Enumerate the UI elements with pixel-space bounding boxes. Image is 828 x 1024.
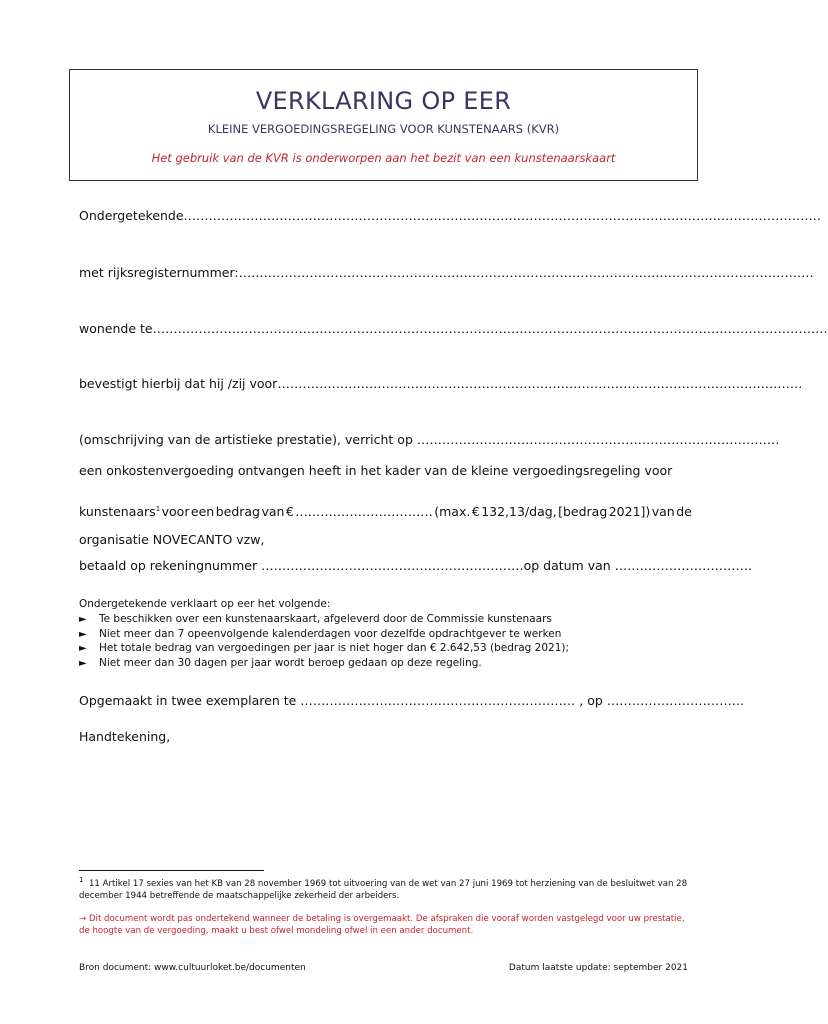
word: van	[651, 504, 675, 519]
field-rekeningnummer[interactable]: betaald op rekeningnummer ………………………………………………………op datum van ……………………………	[79, 558, 753, 573]
bullet-icon: ►	[79, 658, 87, 669]
header-box	[69, 69, 698, 181]
word: [bedrag	[558, 504, 608, 519]
declaration-intro: Ondergetekende verklaart op eer het volgende:	[79, 598, 331, 610]
arrow-right-icon: →	[79, 914, 87, 924]
statement-onkosten: een onkostenvergoeding ontvangen heeft in het kader van de kleine vergoedingsregeling voor	[79, 463, 673, 478]
footnote-mark: 1	[79, 876, 84, 884]
footnote-ref: 1	[155, 504, 161, 513]
word-kunstenaars: kunstenaars$^1$	[79, 504, 161, 519]
field-datum-prestatie[interactable]: (omschrijving van de artistieke prestatie), verricht op ……………………………………………………………………………	[79, 432, 780, 447]
kvr-notice: Het gebruik van de KVR is onderworpen aan het bezit van een kunstenaarskaart	[151, 151, 616, 165]
word: 132,13/dag,	[481, 504, 557, 519]
word: €	[285, 504, 294, 519]
word: bedrag	[215, 504, 260, 519]
word: een	[190, 504, 215, 519]
field-rijksregisternummer[interactable]: met rijksregisternummer:…………………………………………………………………………………………………………………………	[79, 265, 814, 280]
footer-updated: Datum laatste update: september 2021	[508, 963, 688, 973]
word: 2021])	[608, 504, 651, 519]
word: de	[676, 504, 692, 519]
footnote-text: 11 Artikel 17 sexies van het KB van 28 november 1969 tot uitvoering van de wet van 27 juni 1969 tot herziening van de besluitwet van 28 december 1944 betreffende de maatschappelijke zekerheid der arbeiders.	[79, 878, 688, 901]
page-subtitle: KLEINE VERGOEDINGSREGELING VOOR KUNSTENAARS (KVR)	[207, 122, 560, 136]
footnote	[79, 874, 694, 902]
bullet-icon: ►	[79, 614, 87, 625]
footnote-divider	[79, 870, 264, 871]
field-wonende[interactable]: wonende te………………………………………………………………………………………………………………………………………………	[79, 321, 828, 336]
statement-organisatie: organisatie NOVECANTO vzw,	[79, 532, 265, 547]
field-bedrag-line[interactable]	[79, 504, 692, 519]
page-title: VERKLARING OP EER	[255, 87, 512, 115]
payment-note	[79, 913, 694, 937]
field-ondergetekende[interactable]: Ondergetekende………………………………………………………………………………………………………………………………………	[79, 208, 822, 223]
field-opgemaakt[interactable]: Opgemaakt in twee exemplaren te ………………………………………………………… , op ……………………………	[79, 693, 745, 708]
payment-note-text: Dit document wordt pas ondertekend wanneer de betaling is overgemaakt. De afspraken die vooraf worden vastgelegd voor uw prestatie, de hoogte van de vergoeding, maakt u best ofwel mondeling ofwel in een ander document.	[79, 914, 685, 936]
bullet-icon: ►	[79, 643, 87, 654]
word: van	[261, 504, 285, 519]
word: €	[471, 504, 480, 519]
bedrag-blank[interactable]: ……………………………	[295, 504, 433, 519]
declaration-item: ► Het totale bedrag van vergoedingen per jaar is niet hoger dan € 2.642,53 (bedrag 2021);	[79, 642, 570, 654]
word: (max.	[434, 504, 471, 519]
declaration-item: ► Niet meer dan 7 opeenvolgende kalenderdagen voor dezelfde opdrachtgever te werken	[79, 628, 562, 640]
declaration-item: ► Te beschikken over een kunstenaarskaart, afgeleverd door de Commissie kunstenaars	[79, 613, 552, 625]
bullet-icon: ►	[79, 629, 87, 640]
declaration-item: ► Niet meer dan 30 dagen per jaar wordt beroep gedaan op deze regeling.	[79, 657, 482, 669]
signature-label: Handtekening,	[79, 729, 171, 744]
footer-source: Bron document: www.cultuurloket.be/documenten	[79, 963, 306, 973]
field-prestatie[interactable]: bevestigt hierbij dat hij /zij voor………………………………………………………………………………………………………………	[79, 376, 803, 391]
word: voor	[161, 504, 190, 519]
